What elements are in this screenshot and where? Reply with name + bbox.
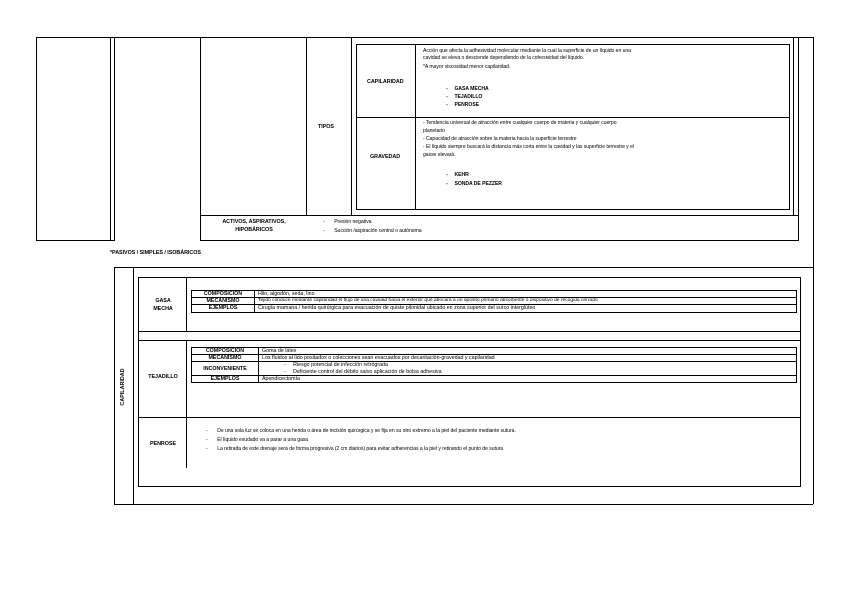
gasa-label-1: GASA bbox=[155, 298, 171, 304]
gasa-label-2: MECHA bbox=[153, 306, 173, 312]
col-line-5 bbox=[351, 37, 352, 215]
gravedad-type-label: GRAVEDAD bbox=[370, 154, 401, 160]
table-row bbox=[192, 375, 797, 382]
tejadillo-label: TEJADILLO bbox=[148, 374, 178, 380]
capilaridad-type-label: CAPILARIDAD bbox=[367, 79, 404, 85]
bottom-left-border-2 bbox=[133, 267, 134, 504]
col-line-6 bbox=[793, 37, 794, 215]
gravedad-line-4: - El líquido siempre buscará la distancia más corta entre la cavidad y las superficie terrestre y el bbox=[423, 144, 635, 150]
table-row bbox=[192, 348, 797, 355]
activos-item-1: - Presión negativa bbox=[323, 219, 372, 225]
capilaridad-side-label: CAPILARIDAD bbox=[120, 368, 126, 406]
capilaridad-line-3: *A mayor viscosidad menor capilaridad. bbox=[423, 64, 511, 70]
bottom-top-border bbox=[114, 267, 813, 268]
capilaridad-item-penrose-text: PENROSE bbox=[454, 102, 480, 108]
outer-left-border bbox=[36, 37, 37, 241]
tejadillo-mecanismo-key: MECANISMO bbox=[192, 355, 259, 362]
gasa-ejemplos-key: EJEMPLOS bbox=[192, 305, 255, 312]
tejadillo-composicion-value: Goma de látex bbox=[259, 348, 797, 355]
capilaridad-item-gasa: - GASA MECHA bbox=[446, 86, 489, 92]
col-line-7 bbox=[798, 37, 799, 241]
gravedad-line-3: - Capacidad de atracción sobre la materia hacia la superficie terrestre bbox=[423, 136, 577, 142]
gasa-ejemplos-value: Cirugía mamaria / herida quirúrgica para evacuación de quiste pilonidal ubicado en zona superior del surco interglúteo bbox=[255, 305, 797, 312]
capilaridad-item-penrose: - PENROSE bbox=[446, 102, 480, 108]
tejadillo-inconveniente-value bbox=[259, 362, 797, 375]
capilaridad-item-gasa-text: GASA MECHA bbox=[454, 86, 489, 92]
top-border bbox=[36, 37, 813, 38]
gravedad-item-pezzer: - SONDA DE PEZZER bbox=[446, 181, 502, 187]
tejadillo-bottom-divider bbox=[138, 417, 801, 418]
activos-item-1-text: Presión negativa bbox=[334, 219, 372, 225]
penrose-label: PENROSE bbox=[149, 441, 176, 447]
penrose-item-2: - El líquido exudado va a parar a una gasa bbox=[206, 437, 309, 443]
penrose-item-2-text: El líquido exudado va a parar a una gasa bbox=[217, 437, 309, 443]
tejadillo-inconveniente-item-2: - Deficiente control del débito salvo aplicación de bolsa adhesiva bbox=[284, 368, 442, 375]
tejadillo-top-divider bbox=[138, 340, 801, 341]
gasa-bottom-divider bbox=[138, 331, 801, 332]
tejadillo-ejemplos-key: EJEMPLOS bbox=[192, 375, 259, 382]
col-line-4 bbox=[306, 37, 307, 215]
bottom-left-border bbox=[114, 267, 115, 504]
bottom-bottom-border bbox=[114, 504, 813, 505]
tipos-inner-col bbox=[415, 44, 416, 210]
penrose-item-1: - De una sola luz se coloca en una herida o área de incisión quirúrgica y se fija en su otro extremo a la piel del paciente mediante sutura. bbox=[206, 428, 516, 434]
gasa-mecanismo-value: Tejido conduce mediante capilaridad el flujo de una cavidad hacia el exterior que abocará a un apósito primario absorbente o dispositivo de recogida cerrado bbox=[255, 298, 797, 305]
tejadillo-composicion-key: COMPOSICIÓN bbox=[192, 348, 259, 355]
tipos-label: TIPOS bbox=[318, 124, 334, 130]
tejadillo-label-col bbox=[186, 340, 187, 417]
capilaridad-line-2: cavidad se eleva o desciende dependiendo de la cohesividad del líquido. bbox=[423, 55, 584, 61]
activos-item-2: - Succión /aspiración central o autónoma bbox=[323, 228, 422, 234]
gravedad-item-kehr-text: KEHR bbox=[454, 172, 469, 178]
penrose-label-col bbox=[186, 417, 187, 468]
penrose-item-1-text: De una sola luz se coloca en una herida o área de incisión quirúrgica y se fija en su otro extremo a la piel del paciente mediante sutura. bbox=[217, 428, 516, 434]
table-row bbox=[192, 362, 797, 375]
tipos-inner-row bbox=[356, 117, 790, 118]
table-row bbox=[192, 291, 797, 298]
col-line-1 bbox=[110, 37, 111, 241]
col-line-3 bbox=[200, 37, 201, 241]
table-row bbox=[192, 355, 797, 362]
gravedad-line-2: planetario bbox=[423, 128, 445, 134]
capilaridad-item-tejadillo: - TEJADILLO bbox=[446, 94, 483, 100]
gasa-mecanismo-key: MECANISMO bbox=[192, 298, 255, 305]
gasa-label-col bbox=[186, 277, 187, 331]
tejadillo-inconveniente-item-2-text: Deficiente control del débito salvo aplicación de bolsa adhesiva bbox=[293, 368, 442, 375]
table-row bbox=[192, 305, 797, 312]
tejadillo-inconveniente-key: INCONVENIENTE bbox=[192, 362, 259, 375]
capilaridad-item-tejadillo-text: TEJADILLO bbox=[454, 94, 483, 100]
gravedad-item-pezzer-text: SONDA DE PEZZER bbox=[454, 181, 502, 187]
activos-label-2: HIPOBÁRICOS bbox=[235, 227, 273, 233]
penrose-item-3-text: La retirada de este drenaje será de forma progresiva (2 cm diarios) para evitar adherencias a la piel y retirando el punto de sutura bbox=[217, 446, 504, 452]
top-table-bottom bbox=[36, 240, 114, 241]
row-line-activos-top bbox=[200, 215, 798, 216]
gravedad-line-1: - Tendencia universal de atracción entre cualquier cuerpo de materia y cualquier cuerpo bbox=[423, 120, 617, 126]
table-row bbox=[192, 298, 797, 305]
gasa-table bbox=[191, 290, 797, 313]
activos-item-2-text: Succión /aspiración central o autónoma bbox=[334, 228, 422, 234]
penrose-item-3: - La retirada de este drenaje será de forma progresiva (2 cm diarios) para evitar adherencias a la piel y retirando el punto de sutura bbox=[206, 446, 504, 452]
capilaridad-line-1: Acción que afecta la adhesividad molecular mediante la cual la superficie de un líquido en una bbox=[423, 48, 631, 54]
gasa-composicion-value: Hilo, algodón, seda, lino bbox=[255, 291, 797, 298]
tejadillo-inconveniente-item-1: - Riesgo potencial de infección retrógrada bbox=[284, 362, 388, 369]
tejadillo-table bbox=[191, 347, 797, 383]
tejadillo-ejemplos-value: Apendicectomía bbox=[259, 375, 797, 382]
tipos-inner-table bbox=[356, 44, 790, 210]
activos-label-1: ACTIVOS, ASPIRATIVOS, bbox=[222, 219, 286, 225]
outer-right-border bbox=[813, 37, 814, 504]
tejadillo-inconveniente-item-1-text: Riesgo potencial de infección retrógrada bbox=[293, 362, 388, 369]
tejadillo-mecanismo-value: Los fluidos al lido positados o colecciones sean evacuados por decantación-gravedad y capilaridad bbox=[259, 355, 797, 362]
gasa-composicion-key: COMPOSICIÓN bbox=[192, 291, 255, 298]
section-title: *PASIVOS / SIMPLES / ISOBÁRICOS bbox=[110, 250, 201, 256]
col-line-2 bbox=[114, 37, 115, 241]
gravedad-line-5: gasse elevará. bbox=[423, 152, 456, 158]
gravedad-item-kehr: - KEHR bbox=[446, 172, 469, 178]
row-line-activos-mid bbox=[200, 240, 798, 241]
